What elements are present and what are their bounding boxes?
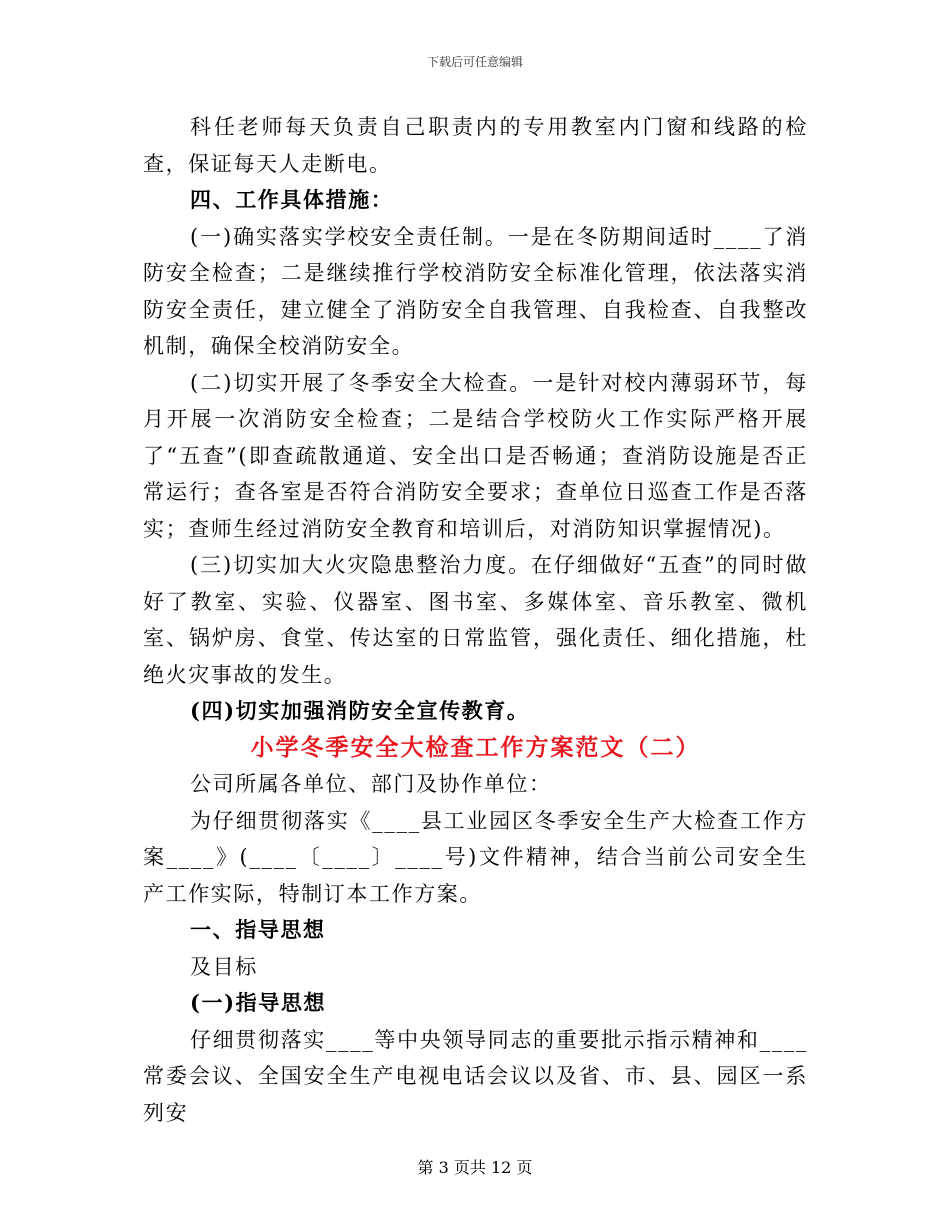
paragraph: 为仔细贯彻落实《____县工业园区冬季安全生产大检查工作方案____》(____〔____〕____号)文件精神，结合当前公司安全生产工作实际，特制订本工作方案。 <box>143 808 808 906</box>
paragraph: (二)切实开展了冬季安全大检查。一是针对校内薄弱环节，每月开展一次消防安全检查；二是结合学校防火工作实际严格开展了“五查”(即查疏散通道、安全出口是否畅通；查消防设施是否正常运行；查各室是否符合消防安全要求；查单位日巡查工作是否落实；查师生经过消防安全教育和培训后，对消防知识掌握情况)。 <box>143 370 808 541</box>
document-body <box>143 109 808 1131</box>
section-heading: 四、工作具体措施： <box>190 187 394 212</box>
paragraph: 公司所属各单位、部门及协作单位： <box>190 772 552 796</box>
subsection-heading: (一)指导思想 <box>190 990 327 1015</box>
paragraph: (三)切实加大火灾隐患整治力度。在仔细做好“五查”的同时做好了教室、实验、仪器室、图书室、多媒体室、音乐教室、微机室、锅炉房、食堂、传达室的日常监管，强化责任、细化措施，杜绝火灾事故的发生。 <box>143 553 808 687</box>
document-title: 小学冬季安全大检查工作方案范文（二） <box>250 733 701 761</box>
section-heading: 一、指导思想 <box>190 917 326 942</box>
paragraph: 及目标 <box>190 954 258 979</box>
paragraph: 仔细贯彻落实____等中央领导同志的重要批示指示精神和____常委会议、全国安全生产电视电话会议以及省、市、县、园区一系列安 <box>143 1027 808 1125</box>
paragraph: (一)确实落实学校安全责任制。一是在冬防期间适时____了消防安全检查；二是继续推行学校消防安全标准化管理，依法落实消防安全责任，建立健全了消防安全自我管理、自我检查、自我整改机制，确保全校消防安全。 <box>143 224 808 358</box>
subsection-heading: (四)切实加强消防安全宣传教育。 <box>190 698 530 723</box>
page-header: 下载后可任意编辑 <box>426 55 523 69</box>
paragraph: 科任老师每天负责自己职责内的专用教室内门窗和线路的检查，保证每天人走断电。 <box>143 115 808 176</box>
page-footer: 第 3 页共 12 页 <box>417 1158 533 1177</box>
